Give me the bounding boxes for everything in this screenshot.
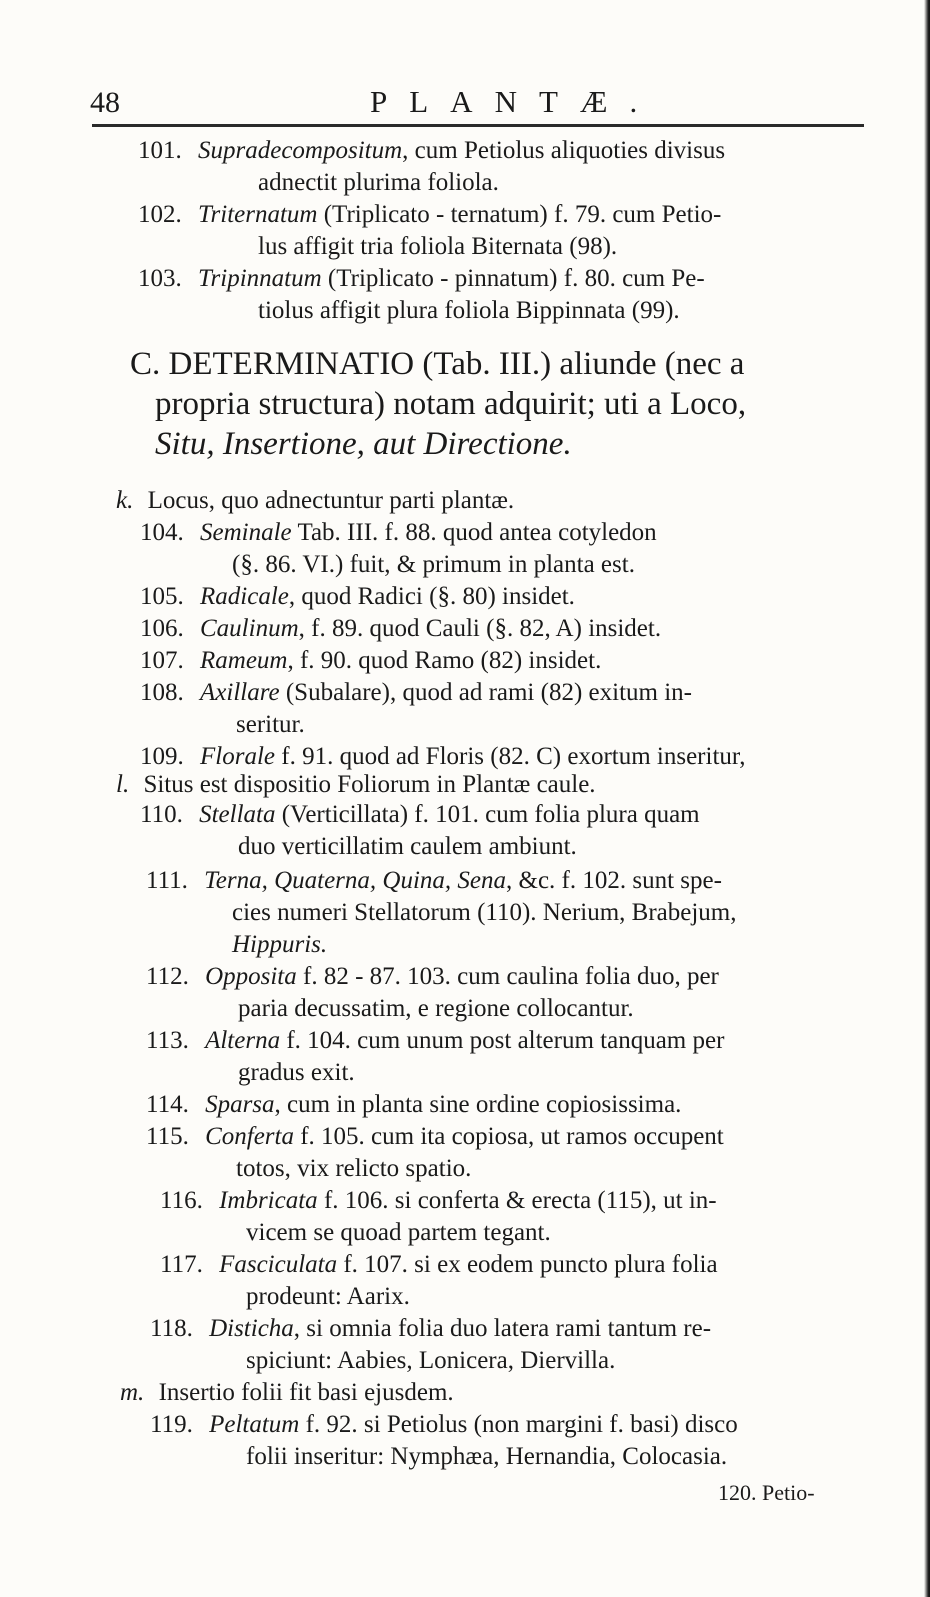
text-line [140, 646, 601, 676]
text-line [150, 1314, 711, 1344]
section-c-text: C. DETERMINATIO (Tab. III.) aliunde (nec a [130, 346, 745, 382]
text-line [140, 678, 692, 708]
entry-term: Tripinnatum [198, 265, 322, 292]
page-header [90, 78, 865, 124]
entry-text: Hippuris. [232, 931, 328, 958]
running-title: PLANTÆ. [370, 84, 660, 119]
entry-text: cies numeri Stellatorum (110). Nerium, Brabejum, [232, 899, 737, 926]
text-line [138, 136, 725, 166]
entry-text: (§. 86. VI.) fuit, & primum in planta est. [232, 551, 635, 578]
text-line [160, 1250, 718, 1280]
entry-text: vicem se quoad partem tegant. [246, 1219, 551, 1246]
entry-term: Terna, Quaterna, Quina, Sena [204, 867, 507, 894]
entry-number: 113. [146, 1027, 189, 1054]
entry-text: paria decussatim, e regione collocantur. [238, 995, 634, 1022]
entry-text: , f. 89. quod Cauli (§. 82, A) insidet. [298, 615, 662, 642]
entry-text: , cum Petiolus aliquoties divisus [402, 137, 726, 164]
entry-term: Stellata [199, 801, 276, 828]
text-line [138, 264, 705, 294]
entry-number: 114. [146, 1091, 189, 1118]
text-line [116, 770, 596, 800]
entry-term: Imbricata [219, 1187, 318, 1214]
entry-letter: k. [116, 487, 134, 514]
entry-number: 115. [146, 1123, 189, 1150]
text-line [246, 1218, 551, 1248]
entry-text: totos, vix relicto spatio. [236, 1155, 472, 1182]
text-line [140, 742, 745, 772]
text-line [116, 486, 514, 516]
entry-number: 104. [140, 519, 184, 546]
entry-text: , si omnia folia duo latera rami tantum re- [293, 1315, 712, 1342]
text-line [138, 200, 721, 230]
entry-text: f. 107. si ex eodem puncto plura folia [337, 1251, 718, 1278]
entry-number: 105. [140, 583, 184, 610]
entry-text: f. 92. si Petiolus (non margini f. basi) disco [299, 1411, 738, 1438]
entry-letter: m. [120, 1379, 145, 1406]
entry-term: Seminale [200, 519, 292, 546]
text-line [236, 710, 305, 740]
text-line [150, 1410, 738, 1440]
entry-text: gradus exit. [238, 1059, 355, 1086]
section-c-text: Situ, Insertione, aut Directione. [155, 426, 572, 462]
entry-text: , cum in planta sine ordine copiosissima. [274, 1091, 682, 1118]
text-line [140, 614, 661, 644]
entry-text: , quod Radici (§. 80) insidet. [288, 583, 575, 610]
entry-number: 111. [146, 867, 188, 894]
entry-text: Insertio folii fit basi ejusdem. [158, 1379, 454, 1406]
entry-number: 102. [138, 201, 182, 228]
entry-text: adnectit plurima foliola. [258, 169, 499, 196]
section-c-line-2 [155, 384, 746, 424]
entry-text: (Subalare), quod ad rami (82) exitum in- [279, 679, 692, 706]
text-line [238, 1058, 355, 1088]
text-line [120, 1378, 454, 1408]
entry-text: f. 104. cum unum post alterum tanquam per [280, 1027, 725, 1054]
text-line [258, 168, 499, 198]
entry-text: , &c. f. 102. sunt spe- [506, 867, 722, 894]
entry-term: Sparsa [205, 1091, 275, 1118]
entry-number: 119. [150, 1411, 193, 1438]
entry-number: 117. [160, 1251, 203, 1278]
text-line [160, 1186, 717, 1216]
entry-number: 106. [140, 615, 184, 642]
entry-term: Triternatum [198, 201, 318, 228]
text-line [246, 1346, 615, 1376]
catchword: 120. Petio- [718, 1480, 815, 1505]
entry-text: Situs est dispositio Foliorum in Plantæ caule. [143, 771, 596, 798]
entry-term: Florale [200, 743, 275, 770]
text-line [236, 1154, 471, 1184]
entry-number: 118. [150, 1315, 193, 1342]
entry-number: 107. [140, 647, 184, 674]
page-number: 48 [90, 86, 120, 119]
entry-term: Rameum [200, 647, 288, 674]
text-line [238, 994, 634, 1024]
entry-text: Locus, quo adnectuntur parti plantæ. [147, 487, 515, 514]
entry-text: tiolus affigit plura foliola Bippinnata (99). [258, 297, 680, 324]
entry-number: 103. [138, 265, 182, 292]
entry-number: 101. [138, 137, 182, 164]
entry-text: seritur. [236, 711, 305, 738]
section-c-line-3 [155, 424, 572, 464]
entry-number: 109. [140, 743, 184, 770]
text-line [140, 518, 657, 548]
entry-text: folii inseritur: Nymphæa, Hernandia, Colocasia. [246, 1443, 728, 1470]
entry-text: f. 105. cum ita copiosa, ut ramos occupent [293, 1123, 724, 1150]
entry-term: Caulinum [200, 615, 299, 642]
entry-term: Peltatum [209, 1411, 300, 1438]
text-line [232, 550, 635, 580]
entry-text: Tab. III. f. 88. quod antea cotyledon [291, 519, 657, 546]
header-rule [92, 124, 864, 127]
entry-number: 108. [140, 679, 184, 706]
text-line [146, 1122, 724, 1152]
entry-term: Conferta [205, 1123, 294, 1150]
entry-term: Fasciculata [219, 1251, 338, 1278]
text-line [232, 898, 737, 928]
entry-term: Axillare [200, 679, 280, 706]
entry-text: f. 91. quod ad Floris (82. C) exortum inseritur, [275, 743, 746, 770]
entry-text: (Verticillata) f. 101. cum folia plura quam [275, 801, 700, 828]
entry-term: Supradecompositum [198, 137, 403, 164]
entry-text: spiciunt: Aabies, Lonicera, Diervilla. [246, 1347, 616, 1374]
text-line [258, 232, 617, 262]
entry-text: duo verticillatim caulem ambiunt. [238, 833, 577, 860]
entry-term: Disticha [209, 1315, 294, 1342]
entry-text: , f. 90. quod Ramo (82) insidet. [287, 647, 602, 674]
text-line [232, 930, 327, 960]
text-line [140, 800, 700, 830]
entry-term: Opposita [205, 963, 297, 990]
text-line [238, 832, 577, 862]
text-line [146, 1090, 681, 1120]
entry-text: prodeunt: Aarix. [246, 1283, 410, 1310]
text-line [146, 866, 722, 896]
section-c-line-1 [130, 344, 744, 384]
text-line [146, 962, 719, 992]
text-line [146, 1026, 724, 1056]
entry-text: f. 106. si conferta & erecta (115), ut in- [317, 1187, 717, 1214]
page-edge [924, 0, 930, 1597]
text-line [246, 1282, 410, 1312]
text-line [258, 296, 680, 326]
entry-letter: l. [116, 771, 130, 798]
text-line [140, 582, 575, 612]
text-line [246, 1442, 727, 1472]
entry-text: (Triplicato - ternatum) f. 79. cum Petio- [317, 201, 722, 228]
entry-text: f. 82 - 87. 103. cum caulina folia duo, per [296, 963, 719, 990]
entry-number: 110. [140, 801, 183, 828]
entry-text: lus affigit tria foliola Biternata (98). [258, 233, 618, 260]
entry-term: Radicale [200, 583, 289, 610]
entry-number: 116. [160, 1187, 203, 1214]
entry-term: Alterna [205, 1027, 281, 1054]
entry-number: 112. [146, 963, 189, 990]
entry-text: (Triplicato - pinnatum) f. 80. cum Pe- [321, 265, 705, 292]
section-c-text: propria structura) notam adquirit; uti a Loco, [155, 386, 747, 422]
